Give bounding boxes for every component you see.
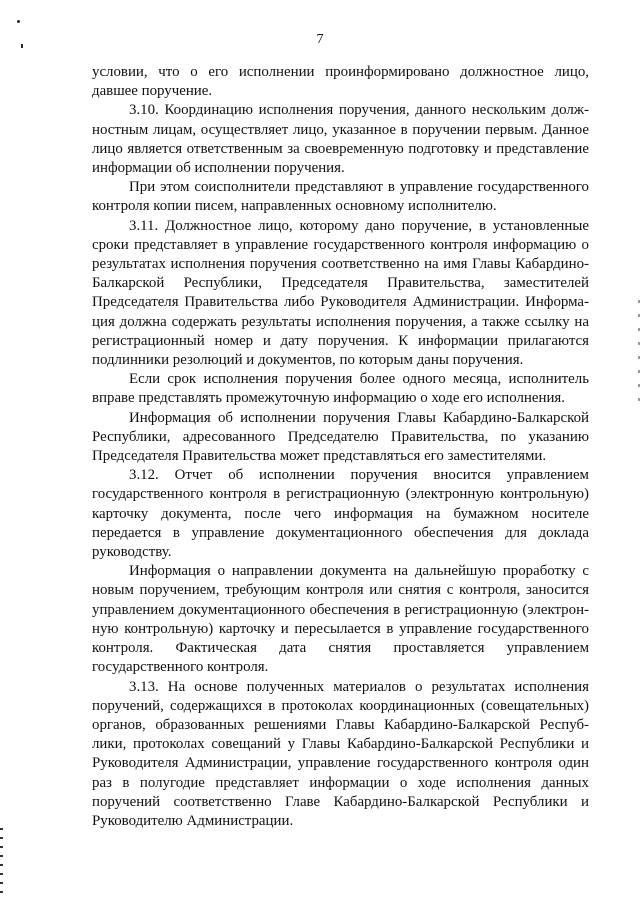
paragraph-section-3-10: 3.10. Координацию исполнения поручения, данного нескольким долж-ностным лицам, осуществляет лицо, указанное в поручении первым. Данное лицо является ответственным за своевременную подготовку и представление информации об исполнении поручения.	[92, 102, 589, 177]
paragraph: При этом соисполнители представляют в управление государственного контроля копии писем, направленных основному исполнителю.	[92, 179, 589, 215]
scan-speck	[17, 20, 20, 23]
document-body	[92, 63, 589, 831]
page-number: 7	[316, 32, 324, 47]
paragraph: Информация об исполнении поручения Главы Кабардино-Балкарской Республики, адресованного Председателю Правительства, по указанию Председателя Правительства может представляться его заместителями.	[92, 409, 589, 465]
paragraph: Информация о направлении документа на дальнейшую проработку с новым поручением, требующим контроля или снятия с контроля, заносится управлением документационного обеспечения в регистрационную (электрон-ную контрольную) карточку и пересылается в управление государственного контроля. Фактическая дата снятия проставляется управлением государственного контроля.	[92, 563, 589, 676]
paragraph-section-3-13: 3.13. На основе полученных материалов о результатах исполнения поручений, содержащихся в протоколах координационных (совещательных) органов, образованных решениями Главы Кабардино-Балкарской Респуб-лики, протоколах совещаний у Главы Кабардино-Балкарской Республики и Руководителя Администрации, управление государственного контроля один раз в полугодие представляет информации о ходе исполнения данных поручений соответственно Главе Кабардино-Балкарской Республики и Руководителю Администрации.	[92, 678, 589, 829]
paragraph: Если срок исполнения поручения более одного месяца, исполнитель вправе представлять промежуточную информацию о ходе его исполнения.	[92, 371, 589, 407]
scan-edge-marks	[0, 828, 3, 900]
paragraph: условии, что о его исполнении проинформировано должностное лицо, давшее поручение.	[92, 64, 589, 100]
paragraph-section-3-12: 3.12. Отчет об исполнении поручения вносится управлением государственного контроля в регистрационную (электронную контрольную) карточку документа, после чего информация на бумажном носителе передается в управление документационного обеспечения для доклада руководству.	[92, 467, 589, 561]
paragraph-section-3-11: 3.11. Должностное лицо, которому дано поручение, в установленные сроки представляет в управление государственного контроля информацию о результатах исполнения поручения соответственно на имя Главы Кабардино-Балкарской Республики, Председателя Правительства, заместителей Председателя Правительства либо Руководителя Администрации. Информа-ция должна содержать результаты исполнения поручения, а также ссылку на регистрационный номер и дату поручения. К информации прилагаются подлинники резолюций и документов, по которым даны поручения.	[92, 217, 589, 369]
